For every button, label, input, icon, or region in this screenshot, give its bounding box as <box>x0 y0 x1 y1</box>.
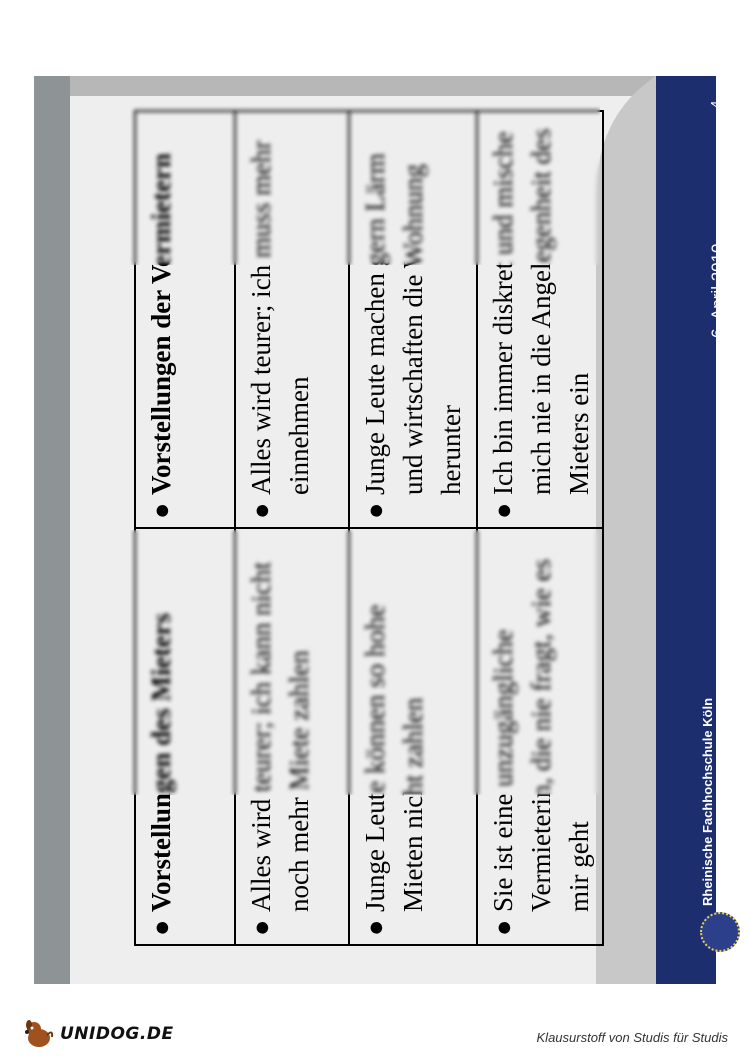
page-number: 4 <box>708 100 723 108</box>
scan-blur-band <box>130 100 600 265</box>
institution-name: Rheinische Fachhochschule Köln <box>700 697 715 906</box>
cell-text: Alles wird teurer; ich kann nicht noch mehr Miete zahlen <box>246 561 314 912</box>
cell-text: Alles wird teurer; ich muss mehr einnehmen <box>246 140 314 495</box>
slide-date: 6. April 2010 <box>708 243 727 338</box>
university-seal-icon <box>700 912 740 952</box>
bullet-icon: ● <box>488 502 518 519</box>
cell-text: Sie ist eine unzugängliche Vermieterin, die nie fragt, wie es mir geht <box>488 558 594 912</box>
brand-text: UNIDOG.DE <box>60 1024 174 1044</box>
bullet-icon: ● <box>488 919 518 936</box>
bullet-icon: ● <box>146 502 176 519</box>
tagline: Klausurstoff von Studis für Studis <box>536 1030 728 1045</box>
scan-blur-band <box>130 530 600 795</box>
unidog-logo[interactable] <box>22 1014 174 1054</box>
dog-icon <box>22 1017 56 1051</box>
cell-text: Junge Leute machen gern Lärm und wirtschaften die Wohnung herunter <box>360 153 466 495</box>
header-right: Vorstellungen der Vermietern <box>146 153 176 495</box>
bullet-icon: ● <box>360 502 390 519</box>
slide-footer <box>698 78 740 958</box>
institution-subtitle: University of Applied Sciences <box>717 785 727 906</box>
cell-text: Junge Leute können so hohe Mieten nicht zahlen <box>360 604 428 912</box>
bullet-icon: ● <box>146 919 176 936</box>
bullet-icon: ● <box>246 502 276 519</box>
bullet-icon: ● <box>360 919 390 936</box>
slide-side-strip <box>34 76 70 984</box>
cell-text: Ich bin immer diskret und mische mich nie in die Angelegenheit des Mieters ein <box>488 128 594 495</box>
header-left: Vorstellungen des Mieters <box>146 613 176 912</box>
bullet-icon: ● <box>246 919 276 936</box>
